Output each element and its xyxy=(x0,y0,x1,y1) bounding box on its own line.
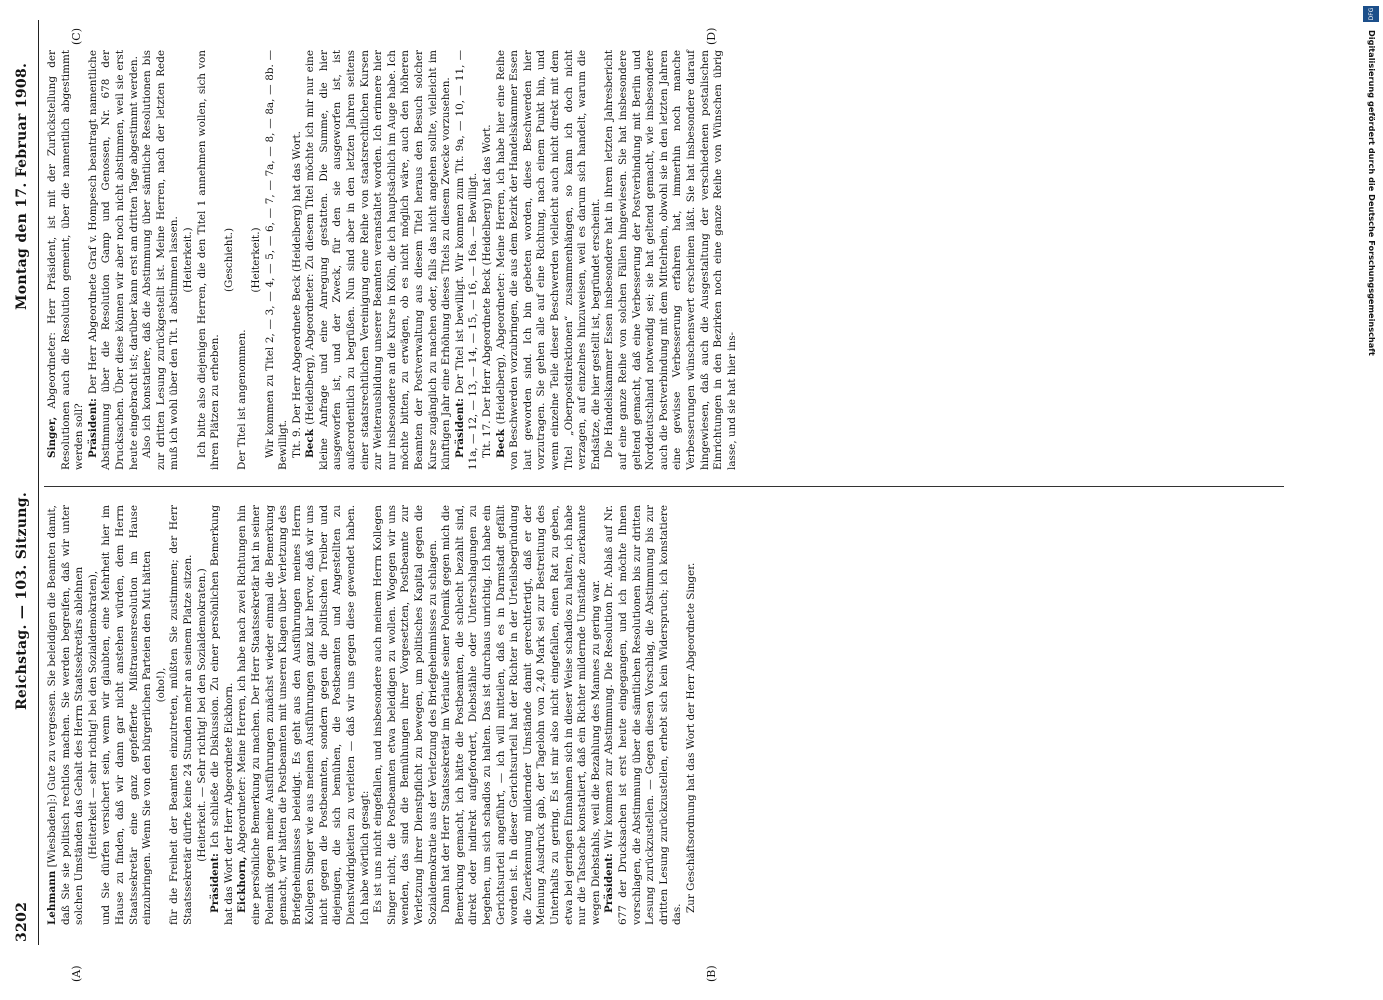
paragraph xyxy=(100,505,154,925)
paragraph xyxy=(46,505,87,925)
paragraph-text: Der Herr Abgeordnete Graf v. Hompesch beantragt namentliche Abstimmung über die Resolution Gamp und Genossen, Nr. 678 der Drucksachen. Über diese können wir aber noch nicht abstimmen, weil sie erst heute eingebracht ist; darüber kann erst am dritten Tage abgestimmt werden. xyxy=(86,50,140,470)
paragraph xyxy=(87,50,141,470)
paragraph xyxy=(495,50,604,470)
paragraph-text: (Heiterkeit.) xyxy=(181,227,194,293)
speaker-name: Präsident: xyxy=(603,853,616,913)
paragraph xyxy=(46,50,87,470)
paragraph-text: Abgeordneter: Herr Präsident, ist mit der Zurückstellung der Resolutionen auch die Resolution gemeint, über die namentlich abgestimmt werden soll? xyxy=(46,50,86,470)
paragraph xyxy=(603,505,685,925)
running-title: Reichstag. — 103. Sitzung. xyxy=(14,491,30,710)
margin-marker-b: (B) xyxy=(705,965,718,982)
paragraph-text: (Heiterkeit — sehr richtig! bei den Sozialdemokraten), xyxy=(86,570,99,860)
paragraph xyxy=(182,50,196,470)
paragraph-text: Dann hat der Herr Staatssekretär im Verlaufe seiner Polemik gegen mich die Bemerkung gemacht, ich hätte die Postbeamten, die schlecht bezahlt sind, direkt oder indirekt aufgefordert, Diebstähle oder Unterschlagungen zu begehen, um sich schadlos zu halten. Das ist durchaus unrichtig. Ich habe ein Gerichtsurteil angeführt, — ich will mitteilen, daß es in Darmstadt gefällt worden ist. In dieser Gerichtsurteil hat der Richter in der Urteilsbegründung die Zuerkennung mildernder Umstände damit gerechtfertigt, daß er der Meinung Ausdruck gab, der Tagelohn von 2,40 Mark sei zur Bestreitung des Unterhalts zu gering. Es ist mir also nicht eingefallen, einen Rat zu geben, etwa bei geringen Einnahmen sich in dieser Weise schadlos zu halten, ich habe nur die Tatsache konstatiert, daß ein Richter mildernde Umstände zuerkannte wegen Diebstahls, weil die Bezahlung des Mannes zu gering war. xyxy=(440,505,602,925)
paragraph xyxy=(236,50,250,470)
paragraph xyxy=(291,50,305,470)
paragraph-text: Ich schließe die Diskussion. Zu einer persönlichen Bemerkung hat das Wort der Herr Abgeordnete Eickhorn. xyxy=(209,505,235,925)
paragraph-text: (Geschieht.) xyxy=(222,227,235,293)
paragraph-text: [Wiesbaden]:) Gute zu vergessen. Sie beleidigen die Beamten damit, daß Sie sie politisch rechtlos machen. Sie werden begreifen, daß wir unter solchen Umständen das Gehalt des Herrn Staatssekretärs ablehnen xyxy=(46,505,86,925)
dfg-logo: DFG xyxy=(1363,6,1379,22)
paragraph xyxy=(168,505,195,925)
margin-marker-a: (A) xyxy=(70,965,83,982)
paragraph xyxy=(440,505,603,925)
right-text-column xyxy=(46,50,739,470)
paragraph-text: (oho!), xyxy=(154,667,167,703)
paragraph-text: Wir kommen zur Abstimmung. Die Resolution Dr. Ablaß auf Nr. 677 der Drucksachen ist erst heute eingegangen, und ich möchte Ihnen vorschlagen, die Abstimmung über die sämtlichen Resolutionen bis zur dritten Lesung zurückzustellen. — Gegen diesen Vorschlag, die Abstimmung bis zur dritten Lesung zurückzustellen, erhebt sich kein Widerspruch; ich konstatiere das. xyxy=(603,505,684,925)
paragraph xyxy=(264,50,291,470)
left-text-column xyxy=(46,505,699,925)
paragraph-text: für die Freiheit der Beamten einzutreten, müßten Sie zustimmen; der Herr Staatssekretär dürfte keine 24 Stunden mehr an seinem Platze sitzen. xyxy=(168,505,194,925)
paragraph-text: (Heiterkeit.) xyxy=(249,227,262,293)
paragraph-text: Ich bitte also diejenigen Herren, die den Titel 1 annehmen wollen, sich von ihren Plätzen zu erheben. xyxy=(195,50,222,470)
paragraph xyxy=(372,505,440,925)
speaker-name: Eickhorn, xyxy=(236,856,249,913)
speaker-name: Präsident: xyxy=(86,398,99,458)
paragraph xyxy=(87,505,101,925)
page-number: 3202 xyxy=(14,901,30,942)
paragraph xyxy=(454,50,481,470)
paragraph xyxy=(141,50,182,470)
paragraph xyxy=(304,50,454,470)
paragraph xyxy=(223,50,237,470)
paragraph xyxy=(155,505,169,865)
paragraph-text: Zur Geschäftsordnung hat das Wort der Herr Abgeordnete Singer. xyxy=(684,562,697,913)
paragraph xyxy=(196,50,223,470)
paragraph-text: Tit. 9. Der Herr Abgeordnete Beck (Heidelberg) hat das Wort. xyxy=(290,131,303,458)
paragraph-text: Abgeordneter: Meine Herren, ich habe nach zwei Richtungen hin eine persönliche Bemerkung zu machen. Der Herr Staatssekretär hat in seiner Polemik gegen meine Ausführungen zunächst wieder einmal die Bemerkung gemacht, wir hätten die Postbeamten mit unseren Klagen über Verletzung des Briefgeheimnisses beleidigt. Es geht aus den Ausführungen meines Herrn Kollegen Singer wie aus meinen Ausführungen ganz klar hervor, daß wir uns nicht gegen die Postbeamten, sondern gegen die politischen Treiber und diejenigen, die sich bemühen, die Postbeamten und Angestellten zu Dienstwidrigkeiten zu verleiten — daß wir uns gegen diese gewendet haben. Ich habe wörtlich gesagt: xyxy=(236,505,371,925)
paragraph-text: (Heiterkeit. — Sehr richtig! bei den Sozialdemokraten.) xyxy=(195,568,208,862)
paragraph-text: (Heidelberg), Abgeordneter: Zu diesem Titel möchte ich mir nur eine kleine Anfrage und eine Anregung gestatten. Die Summe, die hier ausgeworfen ist, und der Zweck, für den sie ausgeworfen ist, ist außerordentlich zu begrüßen. Nun sind aber in den letzten Jahren seitens einer staatsrechtlichen Vereinigung eine Reihe von staatsrechtlichen Kursen zur Weiterausbildung unserer Beamten veranstaltet worden. Ich erinnere hier nur insbesondere an die Kurse in Köln, die ich hauptsächlich im Auge habe. Ich möchte bitten, zu erwägen, ob es nicht möglich wäre, auch den höheren Beamten der Postverwaltung aus diesem Titel heraus den Besuch solcher Kurse zugänglich zu machen oder, falls das nicht angehen sollte, vielleicht im künftigen Jahr eine Erhöhung dieses Titels zu diesem Zwecke vorzusehen. xyxy=(304,50,453,470)
paragraph-text: und Sie dürfen versichert sein, wenn wir glaubten, eine Mehrheit hier im Hause zu finden, daß wir dann gar nicht anstehen würden, dem Herrn Staatssekretär eine ganz gepfefferte Mißtrauensresolution im Hause einzubringen. Wenn Sie von den bürgerlichen Parteien den Mut hätten xyxy=(100,505,154,925)
speaker-name: Lehmann xyxy=(46,870,58,925)
paragraph-text: Der Titel ist angenommen. xyxy=(236,329,249,470)
speaker-name: Beck xyxy=(494,429,507,458)
speaker-name: Präsident: xyxy=(209,853,222,913)
paragraph xyxy=(685,505,699,925)
margin-marker-d: (D) xyxy=(705,27,718,45)
header-rule xyxy=(38,20,39,945)
paragraph-text: Die Handelskammer Essen insbesondere hat in ihrem letzten Jahresbericht auf eine ganze Reihe von solchen Fällen hingewiesen. Sie hat insbesondere geltend gemacht, daß eine Verbesserung der Postverbindung mit Berlin und Norddeutschland notwendig sei; sie hat geltend gemacht, wie insbesondere auch die Postverbindung mit dem Mittelrhein, obwohl sie in den letzten Jahren eine gewisse Verbesserung erfahren hat, immerhin noch manche Verbesserungen wünschenswert erscheinen läßt. Sie hat insbesondere darauf hingewiesen, daß auch die Ausgestaltung der verschiedenen postalischen Einrichtungen in den Bezirken noch eine ganze Reihe von Wünschen übrig lasse, und sie hat hier ins- xyxy=(603,50,738,470)
digitization-credit: Digitalisierung gefördert durch die Deutsche Forschungsgemeinschaft xyxy=(1367,30,1377,356)
paragraph-text: Wir kommen zu Titel 2, — 3, — 4, — 5, — 6, — 7, — 7a, — 8, — 8a, — 8b. — Bewilligt. xyxy=(263,50,290,470)
speaker-name: Präsident: xyxy=(453,398,466,458)
paragraph xyxy=(481,50,495,470)
column-divider xyxy=(44,486,1284,487)
paragraph-text: Es ist uns nicht eingefallen, und insbesondere auch meinem Herrn Kollegen Singer nicht, die Postbeamten etwa beleidigen zu wollen. Wogegen wir uns wenden, das sind die Bemühungen ihrer Vorgesetzten, Postbeamte zur Verletzung ihrer Dienstpflicht zu bewegen, um politisches Kapital gegen die Sozialdemokratie aus der Verletzung des Briefgeheimnisses zu schlagen. xyxy=(372,505,439,925)
paragraph xyxy=(209,505,236,925)
paragraph-text: Tit. 17. Der Herr Abgeordnete Beck (Heidelberg) hat das Wort. xyxy=(481,124,493,458)
speaker-name: Singer, xyxy=(46,416,58,458)
paragraph-text: Der Titel ist bewilligt. Wir kommen zum Tit. 9a, — 10, — 11, — 11a, — 12, — 13, — 14, — 15, — 16, — 16a. — Bewilligt. xyxy=(453,50,480,470)
paragraph xyxy=(196,505,210,925)
session-date: Montag den 17. Februar 1908. xyxy=(14,62,30,310)
speaker-name: Beck xyxy=(304,429,317,458)
paragraph-text: Also ich konstatiere, daß die Abstimmung über sämtliche Resolutionen bis zur dritten Lesung zurückgestellt ist. Meine Herren, nach der letzten Rede muß ich wohl über den Tit. 1 abstimmen lassen. xyxy=(141,50,181,470)
paragraph-text: (Heidelberg), Abgeordneter: Meine Herren, ich habe hier eine Reihe von Beschwerden vorzubringen, die aus dem Bezirk der Handelskammer Essen laut geworden sind. Ich bin gebeten worden, diese Beschwerden hier vorzutragen. Sie gehen alle auf eine Richtung, nach einem Punkt hin, und wenn einzelne Teile dieser Beschwerden vielleicht auch nicht direkt mit dem Titel „Oberpostdirektionen“ zusammenhängen, so kann ich doch nicht verzagen, auf einzelnes hinzuweisen, weil es darum sich handelt, warum die Endsätze, die hier gestellt ist, begründet erscheint. xyxy=(494,50,602,470)
paragraph xyxy=(236,505,372,925)
margin-marker-c: (C) xyxy=(70,28,83,45)
paragraph xyxy=(603,50,739,470)
paragraph xyxy=(250,50,264,470)
